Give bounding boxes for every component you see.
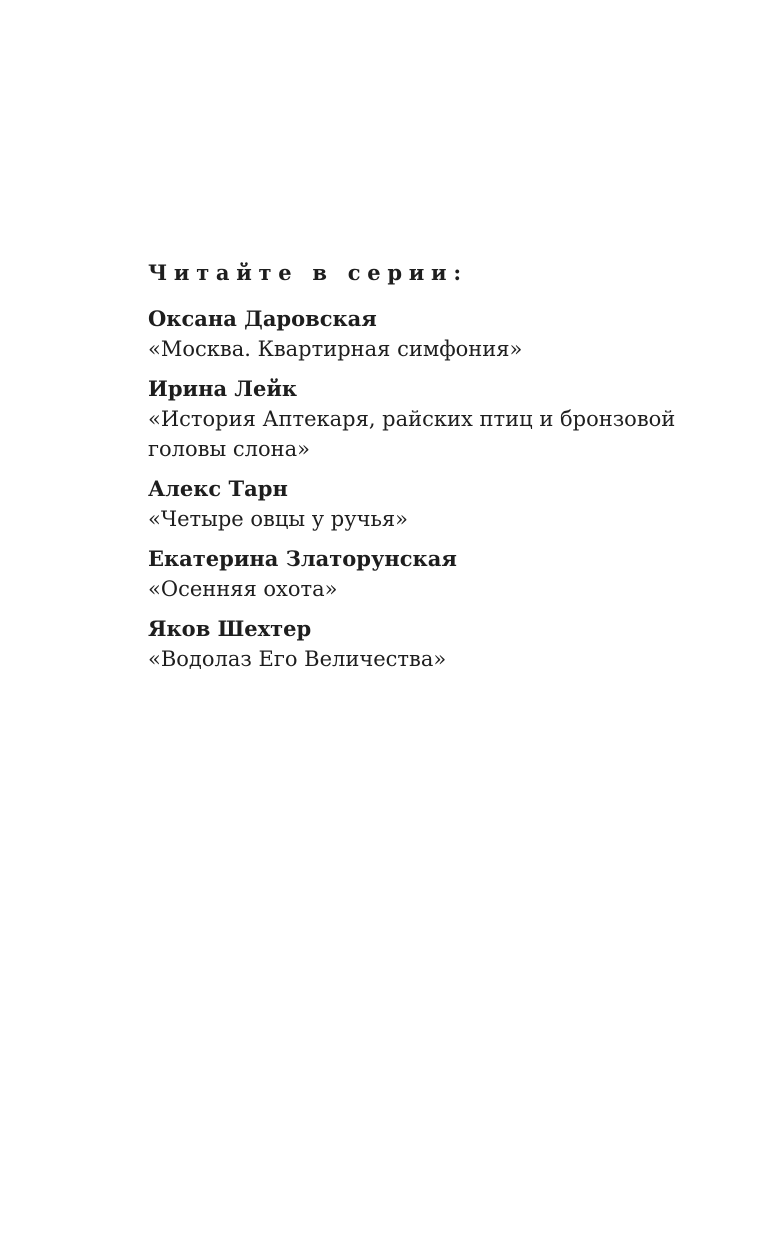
author-name: Яков Шехтер [148,616,312,641]
series-entry [148,614,703,674]
book-title: «Четыре овцы у ручья» [148,507,408,531]
series-entry [148,374,703,464]
book-title: «Осенняя охота» [148,577,338,601]
book-title: «Водолаз Его Величества» [148,647,447,671]
series-entry [148,304,703,364]
author-name: Оксана Даровская [148,306,377,331]
series-entry [148,474,703,534]
series-entry [148,544,703,604]
series-heading: Читайте в серии: [148,260,468,285]
book-title: «Москва. Квартирная симфония» [148,337,523,361]
book-title: «История Аптекаря, райских птиц и бронзовой головы слона» [148,407,676,461]
author-name: Алекс Тарн [148,476,288,501]
author-name: Ирина Лейк [148,376,298,401]
author-name: Екатерина Златорунская [148,546,457,571]
series-list [148,304,703,674]
